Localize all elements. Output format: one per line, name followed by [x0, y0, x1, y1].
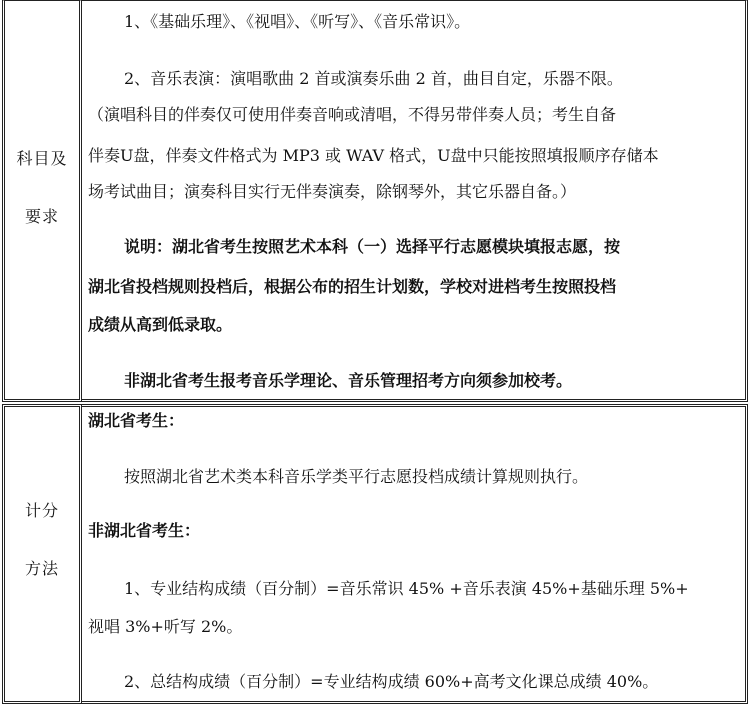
- performance-requirement: 2、音乐表演：演唱歌曲 2 首或演奏乐曲 2 首，曲目自定，乐器不限。: [124, 69, 623, 88]
- row-label-line: 计分: [24, 501, 59, 520]
- hubei-heading: 湖北省考生：: [88, 411, 185, 430]
- professional-score-formula: 视唱 3%+听写 2%。: [88, 617, 243, 636]
- admission-note-line: 湖北省投档规则投档后，根据公布的招生计划数，学校对进档考生按照投档: [88, 277, 617, 296]
- admission-note-line: 成绩从高到低录取。: [88, 315, 233, 334]
- accompaniment-note-line: （演唱科目的伴奏仅可使用伴奏音响或清唱，不得另带伴奏人员；考生自备: [88, 105, 617, 124]
- subjects-list: 1、《基础乐理》、《视唱》、《听写》、《音乐常识》。: [124, 12, 471, 31]
- admission-note-line: 说明：湖北省考生按照艺术本科（一）选择平行志愿模块填报志愿，按: [124, 237, 621, 256]
- non-hubei-heading: 非湖北省考生：: [88, 521, 201, 540]
- non-hubei-note: 非湖北省考生报考音乐学理论、音乐管理招考方向须参加校考。: [124, 371, 573, 390]
- row-subjects-requirements: [2, 0, 748, 402]
- row-label-line: 方法: [24, 559, 59, 578]
- document-table: [2, 0, 748, 706]
- total-score-formula: 2、总结构成绩（百分制）=专业结构成绩 60%+高考文化课总成绩 40%。: [124, 672, 659, 691]
- professional-score-formula: 1、专业结构成绩（百分制）=音乐常识 45% +音乐表演 45%+基础乐理 5%+: [124, 579, 689, 598]
- row-scoring-method: [2, 404, 748, 704]
- hubei-rule: 按照湖北省艺术类本科音乐学类平行志愿投档成绩计算规则执行。: [124, 467, 589, 486]
- row-label-line: 要求: [24, 207, 59, 226]
- content-cell: [82, 404, 748, 704]
- accompaniment-note-line: 伴奏U盘，伴奏文件格式为 MP3 或 WAV 格式，U盘中只能按照填报顺序存储本: [88, 146, 659, 165]
- row-label-line: 科目及: [16, 149, 68, 168]
- accompaniment-note-line: 场考试曲目；演奏科目实行无伴奏演奏，除钢琴外，其它乐器自备。）: [88, 182, 577, 201]
